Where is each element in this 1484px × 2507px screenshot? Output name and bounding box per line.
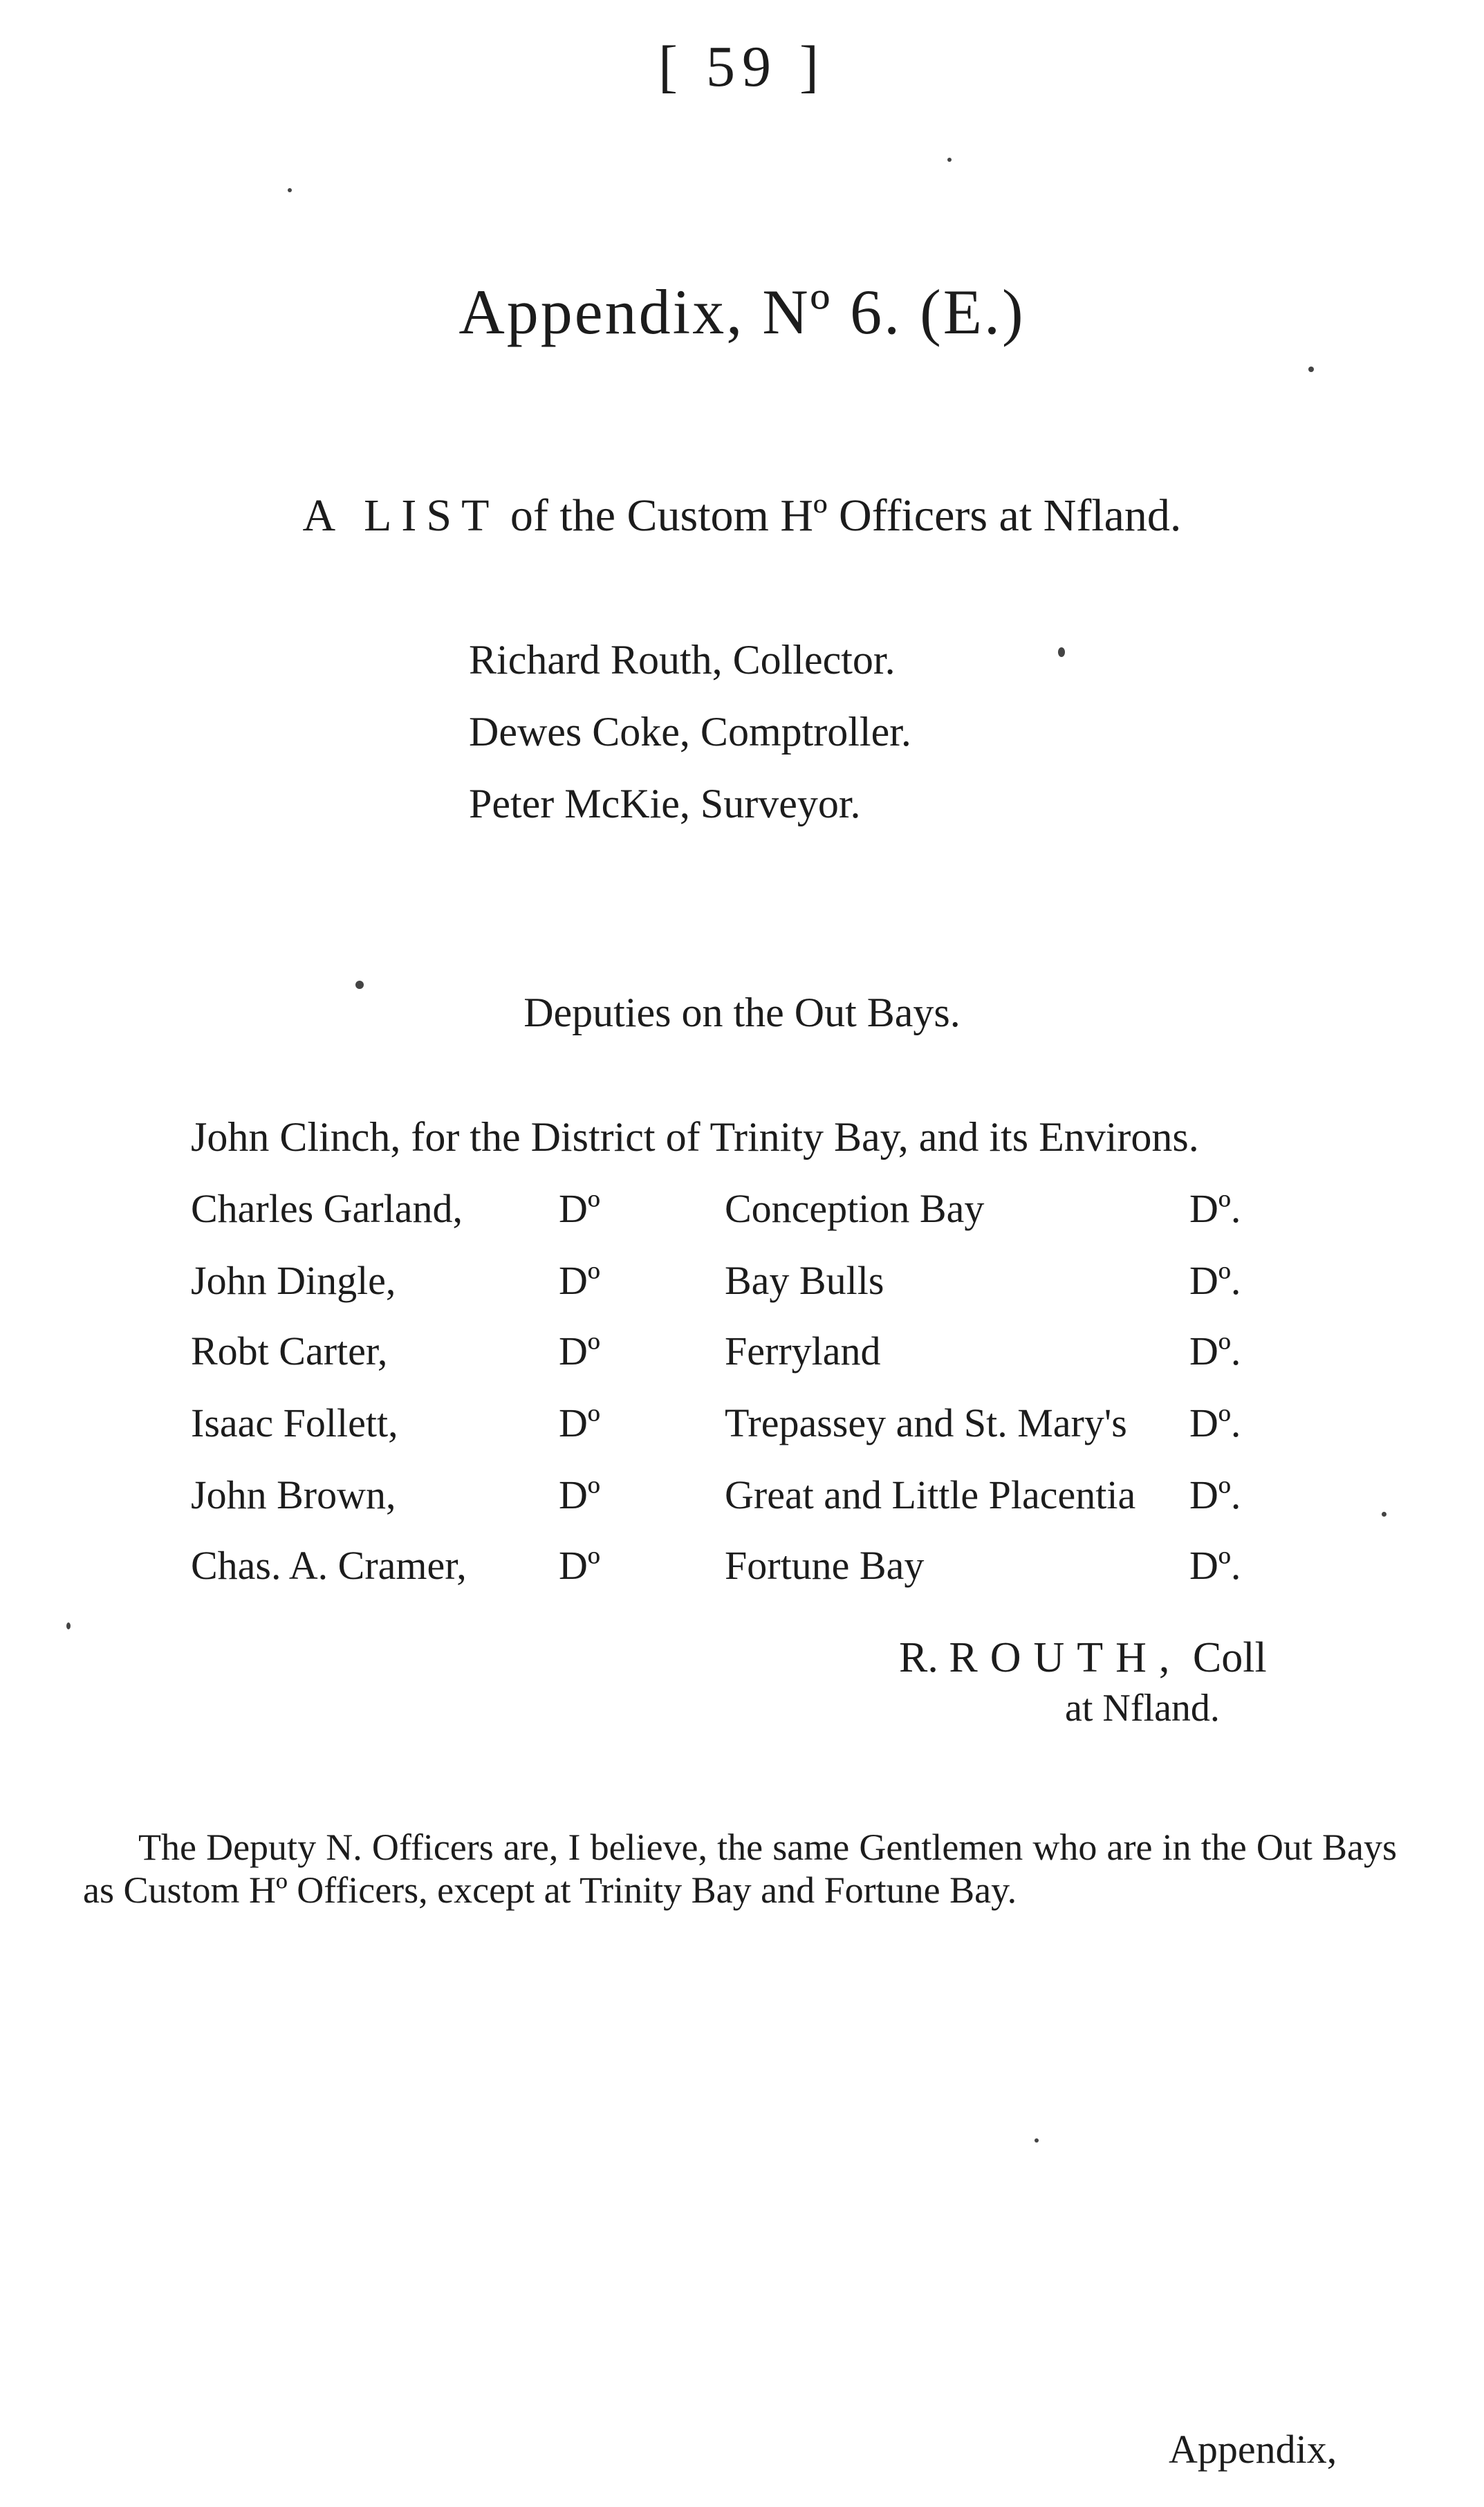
- signature: [899, 1634, 1267, 1683]
- deputy-ditto-district: Dº.: [1189, 1258, 1241, 1303]
- deputy-name: John Brown,: [191, 1472, 396, 1517]
- deputy-ditto-district: Dº.: [1189, 1543, 1241, 1588]
- deputy-ditto: Dº: [559, 1400, 600, 1445]
- deputy-ditto-district: Dº.: [1189, 1472, 1241, 1517]
- ink-speck: [1035, 2138, 1039, 2143]
- catchword: Appendix,: [1169, 2427, 1337, 2472]
- footnote-paragraph: The Deputy N. Officers are, I believe, the same Gentlemen who are in the Out Bays as Custom Hº Officers, except at Trinity Bay and Fortune Bay.: [83, 1826, 1397, 1911]
- ink-speck: [1058, 647, 1065, 657]
- signature-surname: ROUTH,: [949, 1634, 1182, 1681]
- ink-speck: [947, 158, 952, 162]
- deputy-place: Trepassey and St. Mary's: [725, 1400, 1127, 1445]
- ink-speck: [1308, 367, 1314, 372]
- officer-comptroller: Dewes Coke, Comptroller.: [469, 709, 911, 755]
- deputy-ditto-district: Dº.: [1189, 1186, 1241, 1231]
- deputy-ditto: Dº: [559, 1258, 600, 1303]
- deputies-heading: Deputies on the Out Bays.: [523, 990, 961, 1035]
- deputy-row: [0, 1328, 1484, 1383]
- deputy-place: Ferryland: [725, 1329, 881, 1373]
- deputy-name: Robt Carter,: [191, 1329, 388, 1373]
- deputy-ditto: Dº: [559, 1543, 600, 1588]
- ink-speck: [66, 1622, 71, 1629]
- deputy-place: Conception Bay: [725, 1186, 985, 1231]
- deputy-name: John Dingle,: [191, 1258, 396, 1303]
- appendix-title: Appendix, Nº 6. (E.): [458, 277, 1026, 347]
- deputy-ditto: Dº: [559, 1329, 600, 1373]
- deputy-name: Isaac Follett,: [191, 1400, 398, 1445]
- deputy-ditto-district: Dº.: [1189, 1329, 1241, 1373]
- list-title-prefix: A LIST: [302, 490, 499, 541]
- signature-title: Coll: [1192, 1634, 1267, 1681]
- deputies-intro: John Clinch, for the District of Trinity Bay, and its Environs.: [191, 1114, 1199, 1160]
- page-number: [ 59 ]: [658, 35, 826, 99]
- deputy-row: [0, 1400, 1484, 1455]
- ink-speck: [288, 188, 292, 192]
- deputy-place: Bay Bulls: [725, 1258, 884, 1303]
- deputy-row: [0, 1185, 1484, 1241]
- list-title-rest: of the Custom Hº Officers at Nfland.: [499, 490, 1182, 541]
- deputy-ditto-district: Dº.: [1189, 1400, 1241, 1445]
- deputy-ditto: Dº: [559, 1472, 600, 1517]
- officer-surveyor: Peter McKie, Surveyor.: [469, 781, 861, 826]
- deputy-name: Chas. A. Cramer,: [191, 1543, 467, 1588]
- ink-speck: [1382, 1512, 1386, 1517]
- deputy-row: [0, 1257, 1484, 1313]
- deputy-ditto: Dº: [559, 1186, 600, 1231]
- deputy-row: [0, 1542, 1484, 1598]
- list-title: [0, 490, 1484, 542]
- deputy-place: Great and Little Placentia: [725, 1472, 1136, 1517]
- deputy-name: Charles Garland,: [191, 1186, 463, 1231]
- ink-speck: [355, 981, 364, 989]
- officer-collector: Richard Routh, Collector.: [469, 637, 896, 683]
- deputy-place: Fortune Bay: [725, 1543, 925, 1588]
- signature-place: at Nfland.: [1065, 1687, 1220, 1730]
- signature-initial: R.: [899, 1634, 938, 1681]
- deputy-row: [0, 1472, 1484, 1527]
